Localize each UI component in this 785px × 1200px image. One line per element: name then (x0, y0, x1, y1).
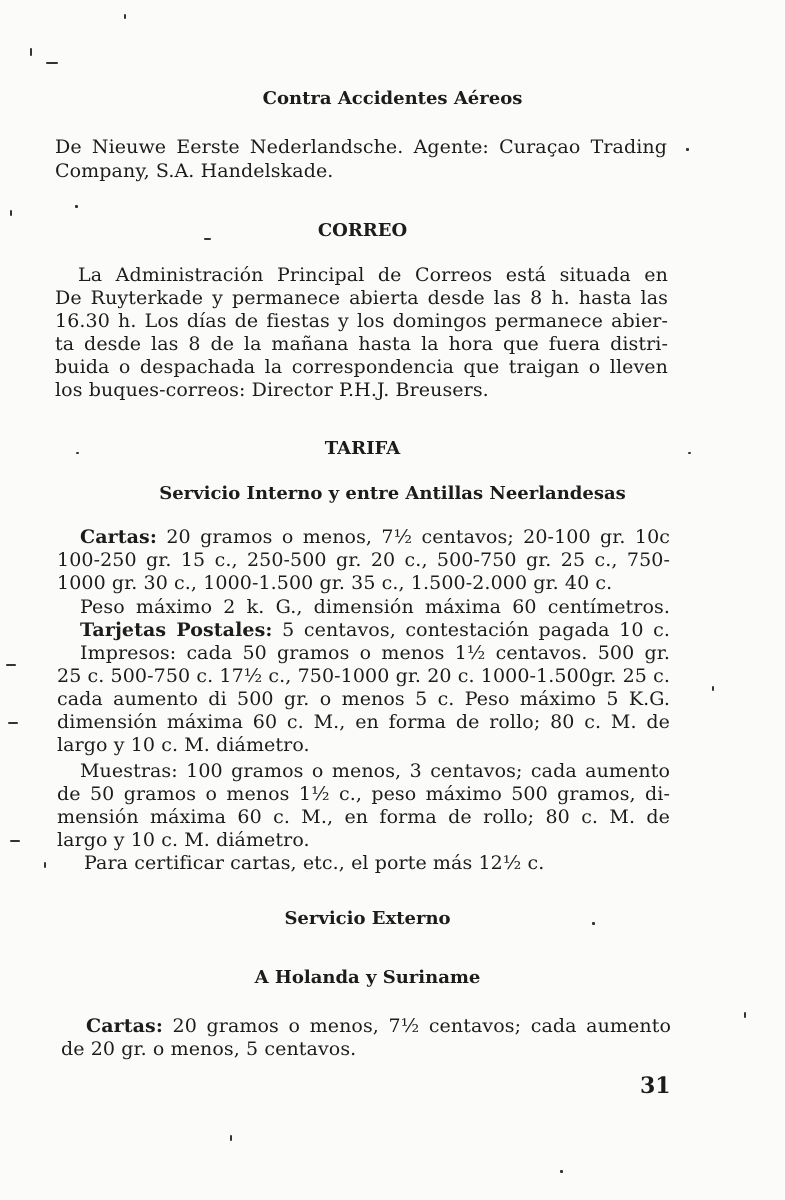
paragraph-line (80, 526, 670, 548)
paragraph-line: Peso máximo 2 k. G., dimensión máxima 60 centímetros. (80, 596, 670, 618)
scan-speck (204, 238, 211, 240)
paragraph-line: Para certificar cartas, etc., el porte más 12½ c. (84, 852, 545, 874)
paragraph-line: 1000 gr. 30 c., 1000-1.500 gr. 35 c., 1.500-2.000 gr. 40 c. (57, 572, 613, 594)
scan-speck (124, 14, 126, 19)
scan-speck (686, 148, 689, 151)
paragraph-line (86, 1015, 671, 1037)
cartas-label: Cartas: (80, 526, 157, 548)
scan-speck (76, 452, 79, 454)
scan-speck (44, 862, 46, 868)
paragraph-line: ta desde las 8 de la mañana hasta la hora que fuera distri- (55, 333, 668, 355)
scan-speck (6, 664, 16, 666)
paragraph-line: de 20 gr. o menos, 5 centavos. (61, 1038, 357, 1060)
cartas-text: 20 gramos o menos, 7½ centavos; 20-100 gr. 10c (166, 526, 671, 548)
section-heading-tarifa: TARIFA (324, 438, 401, 459)
scan-speck (46, 62, 58, 64)
scan-speck (712, 686, 714, 691)
section-heading-correo: CORREO (317, 220, 408, 241)
page-number: 31 (640, 1073, 671, 1099)
scan-speck (688, 452, 691, 454)
paragraph-line: La Administración Principal de Correos está situada en (78, 264, 668, 286)
subsection-heading-holanda: A Holanda y Suriname (254, 967, 481, 988)
paragraph-line: 100-250 gr. 15 c., 250-500 gr. 20 c., 500-750 gr. 25 c., 750- (57, 549, 670, 571)
paragraph-line: de 50 gramos o menos 1½ c., peso máximo 500 gramos, di- (57, 783, 670, 805)
section-heading-aereos: Contra Accidentes Aéreos (262, 88, 523, 109)
holanda-cartas-text: 20 gramos o menos, 7½ centavos; cada aumento (172, 1015, 671, 1037)
paragraph-line: Muestras: 100 gramos o menos, 3 centavos; cada aumento (80, 760, 670, 782)
paragraph-line: Impresos: cada 50 gramos o menos 1½ centavos. 500 gr. (80, 642, 670, 664)
scan-speck (10, 210, 12, 216)
scan-speck (8, 722, 18, 724)
paragraph-line: dimensión máxima 60 c. M., en forma de rollo; 80 c. M. de (57, 711, 670, 733)
paragraph-line: mensión máxima 60 c. M., en forma de rollo; 80 c. M. de (57, 806, 670, 828)
paragraph-line: De Ruyterkade y permanece abierta desde las 8 h. hasta las (55, 287, 668, 309)
scan-speck (560, 1170, 563, 1173)
paragraph-line: buida o despachada la correspondencia que traigan o lleven (55, 356, 668, 378)
scan-speck (592, 922, 595, 925)
paragraph-line: 25 c. 500-750 c. 17½ c., 750-1000 gr. 20 c. 1000-1.500gr. 25 c. (57, 665, 670, 687)
subsection-heading-externo: Servicio Externo (284, 908, 451, 929)
scan-speck (10, 840, 20, 842)
paragraph-line: largo y 10 c. M. diámetro. (57, 734, 310, 756)
tarjetas-text: 5 centavos, contestación pagada 10 c. (282, 619, 671, 641)
subsection-heading-interno: Servicio Interno y entre Antillas Neerlandesas (159, 483, 626, 504)
paragraph-line: 16.30 h. Los días de fiestas y los domingos permanece abier- (55, 310, 668, 332)
paragraph-line: los buques-correos: Director P.H.J. Breusers. (55, 379, 489, 401)
paragraph-line: De Nieuwe Eerste Nederlandsche. Agente: Curaçao Trading (55, 136, 667, 158)
paragraph-line (80, 619, 670, 641)
tarjetas-label: Tarjetas Postales: (80, 619, 273, 641)
paragraph-line: largo y 10 c. M. diámetro. (57, 829, 310, 851)
paragraph-line: cada aumento di 500 gr. o menos 5 c. Peso máximo 5 K.G. (57, 688, 670, 710)
scan-speck (230, 1135, 232, 1141)
scan-speck (30, 48, 32, 56)
paragraph-line: Company, S.A. Handelskade. (55, 160, 334, 182)
scan-speck (75, 205, 78, 208)
scan-speck (744, 1012, 746, 1018)
holanda-cartas-label: Cartas: (86, 1015, 163, 1037)
